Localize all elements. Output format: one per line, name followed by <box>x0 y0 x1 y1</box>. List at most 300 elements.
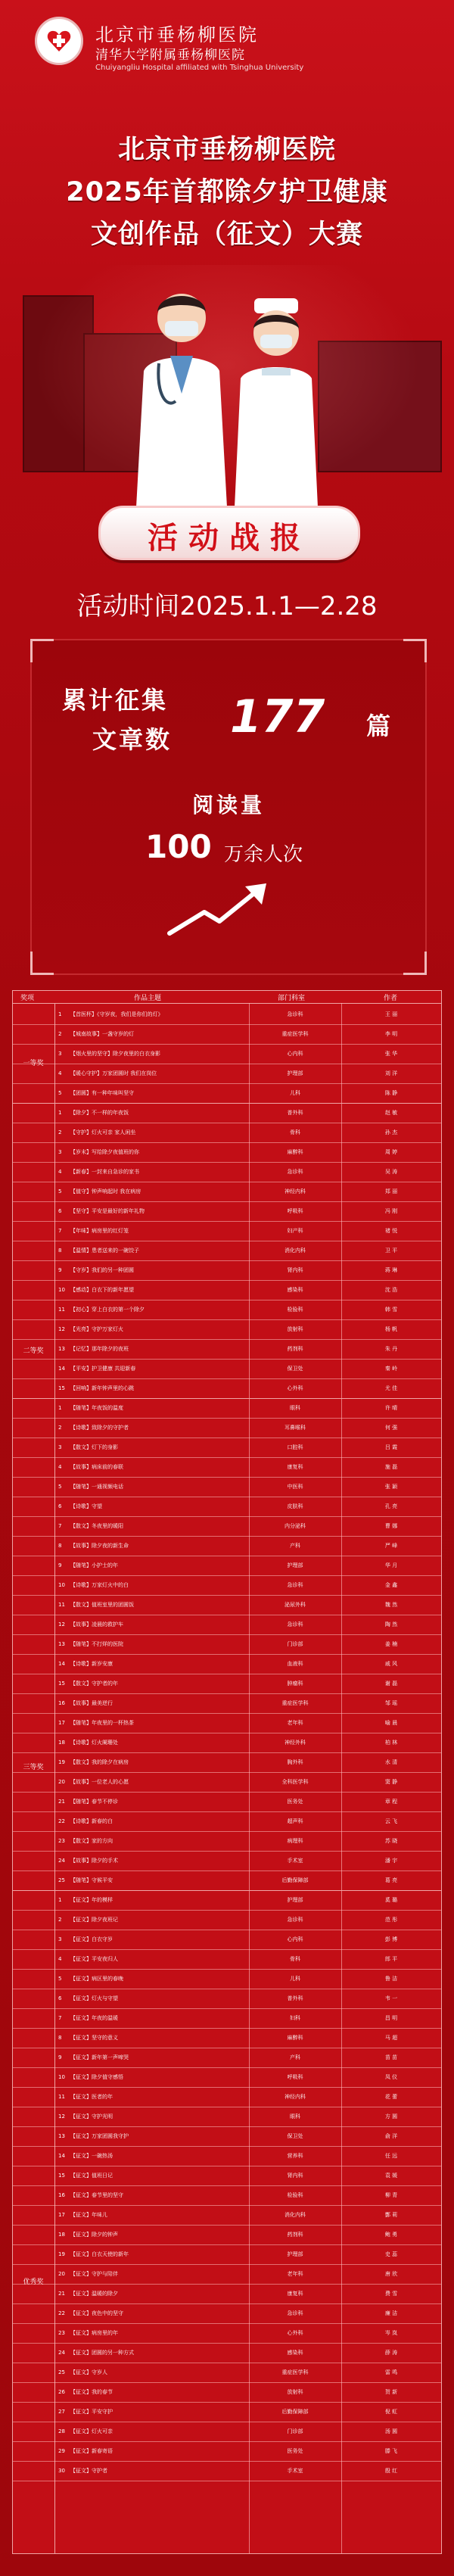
row-author: 水 清 <box>384 1759 398 1765</box>
table-row <box>13 1378 441 1399</box>
row-number: 21 <box>58 2291 65 2297</box>
row-dept: 产科 <box>290 1543 300 1549</box>
row-title: 【坚守】平安是最好的新年礼物 <box>70 1208 145 1214</box>
row-number: 24 <box>58 2350 65 2356</box>
table-row <box>13 1300 441 1320</box>
row-number: 3 <box>58 1149 62 1155</box>
row-number: 19 <box>58 1759 65 1765</box>
row-author: 喻 晨 <box>384 1720 398 1726</box>
table-row <box>13 1280 441 1300</box>
collected-unit: 篇 <box>366 712 391 740</box>
row-title: 【征文】白衣天使的新年 <box>70 2251 129 2257</box>
row-number: 7 <box>58 1228 62 1234</box>
row-title: 【征文】白衣守岁 <box>70 1936 113 1942</box>
table-row <box>13 2146 441 2166</box>
row-author: 柳 青 <box>384 2192 398 2198</box>
row-title: 【随笔】不打烊的医院 <box>70 1641 123 1647</box>
row-number: 5 <box>58 1484 62 1490</box>
table-row <box>13 2028 441 2048</box>
row-author: 章 程 <box>384 1799 398 1805</box>
row-author: 酆 莉 <box>384 2212 398 2218</box>
row-title: 【征文】医者的年 <box>70 2094 113 2100</box>
table-row <box>13 1811 441 1832</box>
table-row <box>13 1752 441 1773</box>
row-number: 12 <box>58 1621 65 1628</box>
table-row <box>13 1182 441 1202</box>
report-badge-text: 活动战报 <box>148 521 311 556</box>
row-number: 18 <box>58 1740 65 1746</box>
row-dept: 放射科 <box>287 2389 303 2395</box>
table-row <box>13 2382 441 2403</box>
row-title: 【平安】护卫健康 共迎新春 <box>70 1366 136 1372</box>
row-number: 24 <box>58 1858 65 1864</box>
row-number: 1 <box>58 1405 62 1411</box>
row-dept: 胸外科 <box>287 1759 303 1765</box>
table-row <box>13 2303 441 2324</box>
table-row <box>13 1398 441 1419</box>
row-title: 【征文】除夕的钟声 <box>70 2232 118 2238</box>
row-title: 【散文】守护者的年 <box>70 1680 118 1687</box>
row-author: 鲁 洁 <box>384 1976 398 1982</box>
table-row <box>13 2422 441 2442</box>
table-row <box>13 1044 441 1064</box>
row-title: 【征文】新年第一声啼哭 <box>70 2054 129 2060</box>
row-author: 史 蕊 <box>384 2251 398 2257</box>
row-number: 4 <box>58 1070 62 1076</box>
row-number: 8 <box>58 1543 62 1549</box>
row-dept: 超声科 <box>287 1818 303 1824</box>
row-number: 3 <box>58 1444 62 1450</box>
row-title: 【初心】穿上白衣的第一个除夕 <box>70 1307 145 1313</box>
row-dept: 医务处 <box>287 2448 303 2454</box>
row-title: 【征文】守岁人 <box>70 2369 107 2375</box>
row-dept: 急诊科 <box>287 1917 303 1923</box>
row-dept: 门诊部 <box>287 2428 303 2434</box>
row-author: 王 丽 <box>384 1011 398 1017</box>
row-dept: 中医科 <box>287 1484 303 1490</box>
row-author: 朱 丹 <box>384 1346 398 1352</box>
row-author: 任 远 <box>384 2153 398 2159</box>
row-dept: 心外科 <box>287 1385 303 1391</box>
row-author: 戚 风 <box>384 1661 398 1667</box>
row-title: 【散文】冬夜里的暖阳 <box>70 1523 123 1529</box>
table-row <box>13 2244 441 2265</box>
table-row <box>13 1890 441 1911</box>
row-author: 陶 然 <box>384 1621 398 1628</box>
row-author: 岑 岚 <box>384 2330 398 2336</box>
table-row <box>13 2284 441 2304</box>
row-dept: 康复科 <box>287 1464 303 1470</box>
row-number: 9 <box>58 1562 62 1568</box>
table-header <box>13 991 441 1004</box>
row-title: 【感动】白衣下的新年愿望 <box>70 1287 134 1293</box>
table-row <box>13 2126 441 2147</box>
table-row <box>13 2185 441 2206</box>
hospital-english-name: Chuiyangliu Hospital affiliated with Tsinghua University <box>95 64 304 72</box>
row-author: 鲍 勇 <box>384 2232 398 2238</box>
row-author: 云 飞 <box>384 1818 398 1824</box>
row-number: 2 <box>58 1031 62 1037</box>
row-dept: 老年科 <box>287 1720 303 1726</box>
row-title: 【诗歌】万家灯火中的白 <box>70 1582 129 1588</box>
table-row <box>13 1674 441 1694</box>
row-number: 16 <box>58 2192 65 2198</box>
row-title: 【守岁】我们的另一种团圆 <box>70 1267 134 1273</box>
table-row <box>13 2402 441 2422</box>
row-dept: 肿瘤科 <box>287 1680 303 1687</box>
table-row <box>13 1260 441 1281</box>
row-title: 【故事】一位老人的心愿 <box>70 1779 129 1785</box>
row-dept: 骨科 <box>290 1956 300 1962</box>
row-dept: 普外科 <box>287 1110 303 1116</box>
row-number: 23 <box>58 1838 65 1844</box>
row-author: 张 华 <box>384 1051 398 1057</box>
table-row <box>13 2048 441 2068</box>
row-dept: 神经内科 <box>285 2094 306 2100</box>
row-author: 华 月 <box>384 1562 398 1568</box>
table-row <box>13 2264 441 2285</box>
table-row <box>13 1123 441 1143</box>
row-author: 彭 博 <box>384 1936 398 1942</box>
collected-label-1: 累计征集 <box>62 686 169 715</box>
row-author: 方 圆 <box>384 2113 398 2120</box>
table-row <box>13 1103 441 1123</box>
row-author: 窦 静 <box>384 1779 398 1785</box>
row-author: 施 磊 <box>384 1464 398 1470</box>
row-title: 【烟火里的坚守】除夕夜里的白衣身影 <box>70 1051 160 1057</box>
heart-cross-icon <box>46 28 72 54</box>
row-dept: 心内科 <box>287 1051 303 1057</box>
row-author: 许 晴 <box>384 1405 398 1411</box>
row-number: 3 <box>58 1936 62 1942</box>
row-dept: 产科 <box>290 2054 300 2060</box>
row-title: 【征文】平安守护 <box>70 2409 113 2415</box>
row-title: 【守护】灯火可亲 家人闲坐 <box>70 1129 136 1135</box>
row-title: 【征文】年的模样 <box>70 1897 113 1903</box>
row-number: 11 <box>58 1307 65 1313</box>
row-dept: 心内科 <box>287 1936 303 1942</box>
doctor-figure <box>129 280 235 507</box>
table-row <box>13 1477 441 1497</box>
row-title: 【记忆】那年除夕的夜班 <box>70 1346 129 1352</box>
row-title: 【征文】温暖的除夕 <box>70 2291 118 2297</box>
row-title: 【征文】灯火与守望 <box>70 1995 118 2001</box>
row-author: 张 颖 <box>384 1484 398 1490</box>
row-author: 苗 苗 <box>384 2054 398 2060</box>
row-dept: 医务处 <box>287 1799 303 1805</box>
row-number: 16 <box>58 1700 65 1706</box>
row-author: 俞 洋 <box>384 2133 398 2139</box>
row-number: 4 <box>58 1956 62 1962</box>
row-title: 【征文】新春寄语 <box>70 2448 113 2454</box>
row-title: 【城南故事】一盏守岁的灯 <box>70 1031 134 1037</box>
row-dept: 急诊科 <box>287 1621 303 1628</box>
table-row <box>13 1831 441 1852</box>
row-number: 21 <box>58 1799 65 1805</box>
row-dept: 病理科 <box>287 1838 303 1844</box>
row-title: 【故事】凌晨的救护车 <box>70 1621 123 1628</box>
row-number: 27 <box>58 2409 65 2415</box>
table-row <box>13 1457 441 1478</box>
row-number: 5 <box>58 1188 62 1195</box>
row-author: 花 蕾 <box>384 2094 398 2100</box>
row-number: 5 <box>58 1976 62 1982</box>
table-row <box>13 1654 441 1674</box>
row-author: 柏 林 <box>384 1740 398 1746</box>
row-author: 褚 悦 <box>384 1228 398 1234</box>
row-number: 23 <box>58 2330 65 2336</box>
row-dept: 妇科 <box>290 2015 300 2021</box>
table-row <box>13 1595 441 1615</box>
row-author: 唐 欣 <box>384 2271 398 2277</box>
row-author: 冯 刚 <box>384 1208 398 1214</box>
row-title: 【诗歌】守望 <box>70 1503 102 1509</box>
table-row <box>13 2067 441 2088</box>
row-dept: 神经内科 <box>285 1188 306 1195</box>
table-row <box>13 1930 441 1950</box>
row-title: 【诗歌】致除夕的守护者 <box>70 1425 129 1431</box>
row-author: 雷 鸣 <box>384 2369 398 2375</box>
row-author: 韩 雪 <box>384 1307 398 1313</box>
row-author: 陈 静 <box>384 1090 398 1096</box>
table-row <box>13 2205 441 2226</box>
hospital-logo <box>35 17 83 65</box>
table-row <box>13 1241 441 1261</box>
stats-panel <box>30 639 427 975</box>
table-row <box>13 2363 441 2383</box>
row-dept: 肾内科 <box>287 1267 303 1273</box>
section-second-prize: 二等奖 <box>23 1347 44 1355</box>
row-title: 【征文】守护光明 <box>70 2113 113 2120</box>
row-author: 金 鑫 <box>384 1582 398 1588</box>
table-row <box>13 1005 441 1025</box>
row-dept: 后勤保障部 <box>281 2409 309 2415</box>
row-author: 倪 虹 <box>384 2409 398 2415</box>
row-number: 3 <box>58 1051 62 1057</box>
row-number: 10 <box>58 2074 65 2080</box>
row-title: 【散文】灯下的身影 <box>70 1444 118 1450</box>
header-author: 作者 <box>384 995 398 1002</box>
row-title: 【诗歌】灯火阑珊处 <box>70 1740 118 1746</box>
row-dept: 皮肤科 <box>287 1503 303 1509</box>
header-dept: 部门科室 <box>278 995 306 1002</box>
row-dept: 神经外科 <box>285 1740 306 1746</box>
row-author: 刘 洋 <box>384 1070 398 1076</box>
row-number: 1 <box>58 1897 62 1903</box>
row-number: 17 <box>58 1720 65 1726</box>
row-title: 【征文】平安夜归人 <box>70 1956 118 1962</box>
row-dept: 眼科 <box>290 1405 300 1411</box>
row-title: 【故事】除夕的手术 <box>70 1858 118 1864</box>
row-title: 【征文】守护与陪伴 <box>70 2271 118 2277</box>
collected-label-2: 文章数 <box>92 725 173 754</box>
table-row <box>13 1851 441 1871</box>
growth-arrow-icon <box>166 879 272 939</box>
row-author: 孔 亮 <box>384 1503 398 1509</box>
row-dept: 重症医学科 <box>281 1031 309 1037</box>
row-number: 22 <box>58 1818 65 1824</box>
row-author: 殷 红 <box>384 2468 398 2474</box>
table-row <box>13 1575 441 1596</box>
row-number: 6 <box>58 1503 62 1509</box>
table-row <box>13 1497 441 1517</box>
row-author: 薛 涛 <box>384 2350 398 2356</box>
row-title: 【首医杯】《守岁夜，我们是你们的灯》 <box>70 1011 163 1017</box>
row-dept: 老年科 <box>287 2271 303 2277</box>
row-dept: 急诊科 <box>287 2310 303 2316</box>
row-number: 12 <box>58 2113 65 2120</box>
row-number: 29 <box>58 2448 65 2454</box>
row-number: 2 <box>58 1917 62 1923</box>
row-number: 10 <box>58 1582 65 1588</box>
row-number: 9 <box>58 1267 62 1273</box>
table-row <box>13 1870 441 1891</box>
row-number: 6 <box>58 1208 62 1214</box>
awards-table <box>12 990 442 2554</box>
event-title-line-2: 2025年首都除夕护卫健康 <box>66 177 388 207</box>
row-author: 贺 新 <box>384 2389 398 2395</box>
table-row <box>13 1083 441 1104</box>
row-dept: 妇产科 <box>287 1228 303 1234</box>
table-row <box>13 1024 441 1045</box>
activity-time: 活动时间2025.1.1—2.28 <box>76 591 378 621</box>
row-number: 14 <box>58 1661 65 1667</box>
table-row <box>13 1418 441 1438</box>
reads-number: 100 <box>145 828 212 865</box>
row-author: 范 彤 <box>384 1917 398 1923</box>
row-title: 【诗歌】新春的白 <box>70 1818 113 1824</box>
row-dept: 护理部 <box>287 2251 303 2257</box>
event-title-line-3: 文创作品（征文）大赛 <box>90 220 363 250</box>
row-number: 25 <box>58 1877 65 1883</box>
table-row <box>13 1438 441 1458</box>
row-title: 【新春】一封来自急诊的家书 <box>70 1169 139 1175</box>
table-row <box>13 1142 441 1163</box>
row-number: 1 <box>58 1110 62 1116</box>
row-number: 11 <box>58 2094 65 2100</box>
row-author: 郑 丽 <box>384 1188 398 1195</box>
collected-number: 177 <box>230 690 325 743</box>
table-row <box>13 1969 441 1989</box>
table-row <box>13 2441 441 2462</box>
row-author: 曹 娜 <box>384 1523 398 1529</box>
section-third-prize: 三等奖 <box>23 1764 44 1771</box>
row-author: 苏 晓 <box>384 1838 398 1844</box>
row-number: 15 <box>58 1680 65 1687</box>
row-author: 葛 亮 <box>384 1877 398 1883</box>
row-dept: 护理部 <box>287 1897 303 1903</box>
row-dept: 门诊部 <box>287 1641 303 1647</box>
row-dept: 骨科 <box>290 1129 300 1135</box>
hospital-name: 北京市垂杨柳医院 <box>95 24 259 45</box>
row-title: 【随笔】一通视频电话 <box>70 1484 123 1490</box>
row-number: 15 <box>58 2173 65 2179</box>
row-title: 【团圆】有一种年味叫坚守 <box>70 1090 134 1096</box>
row-dept: 呼吸科 <box>287 2074 303 2080</box>
table-row <box>13 2107 441 2127</box>
row-dept: 重症医学科 <box>281 2369 309 2375</box>
row-author: 李 明 <box>384 1031 398 1037</box>
row-author: 卫 平 <box>384 1248 398 1254</box>
row-number: 14 <box>58 2153 65 2159</box>
row-number: 11 <box>58 1602 65 1608</box>
reads-unit: 万余人次 <box>224 843 303 866</box>
row-title: 【征文】夜色中的坚守 <box>70 2310 123 2316</box>
row-number: 18 <box>58 2232 65 2238</box>
row-dept: 麻醉科 <box>287 1149 303 1155</box>
row-title: 【征文】灯火可亲 <box>70 2428 113 2434</box>
row-title: 【征文】团圆的另一种方式 <box>70 2350 134 2356</box>
row-number: 13 <box>58 1641 65 1647</box>
row-number: 8 <box>58 2035 62 2041</box>
section-honorable: 优秀奖 <box>23 2279 44 2286</box>
header-award: 奖项 <box>20 995 35 1002</box>
row-number: 20 <box>58 2271 65 2277</box>
row-dept: 全科医学科 <box>281 1779 309 1785</box>
row-dept: 检验科 <box>287 2192 303 2198</box>
row-number: 1 <box>58 1011 62 1017</box>
hero-illustration <box>0 265 454 515</box>
row-author: 昌 明 <box>384 2015 398 2021</box>
row-dept: 麻醉科 <box>287 2035 303 2041</box>
row-title: 【征文】病区里的春晚 <box>70 1976 123 1982</box>
row-author: 杨 帆 <box>384 1326 398 1332</box>
row-author: 潘 宇 <box>384 1858 398 1864</box>
table-row <box>13 1221 441 1241</box>
row-dept: 普外科 <box>287 1995 303 2001</box>
row-author: 袁 媛 <box>384 2173 398 2179</box>
table-row <box>13 2323 441 2344</box>
row-author: 尤 佳 <box>384 1385 398 1391</box>
row-title: 【值守】钟声响起时 我在病房 <box>70 1188 141 1195</box>
row-dept: 手术室 <box>287 2468 303 2474</box>
row-dept: 急诊科 <box>287 1011 303 1017</box>
row-dept: 儿科 <box>290 1976 300 1982</box>
row-title: 【征文】我的春节 <box>70 2389 113 2395</box>
row-title: 【散文】值班室里的团圆饭 <box>70 1602 134 1608</box>
row-title: 【征文】病房里的年 <box>70 2330 118 2336</box>
table-row <box>13 1713 441 1733</box>
table-row <box>13 1201 441 1222</box>
row-dept: 康复科 <box>287 2291 303 2297</box>
row-title: 【光亮】守护万家灯火 <box>70 1326 123 1332</box>
header <box>0 0 454 98</box>
row-author: 孙 杰 <box>384 1129 398 1135</box>
table-row <box>13 1615 441 1635</box>
table-row <box>13 2087 441 2107</box>
row-number: 25 <box>58 2369 65 2375</box>
row-dept: 口腔科 <box>287 1444 303 1450</box>
row-dept: 护理部 <box>287 1562 303 1568</box>
row-dept: 消化内科 <box>285 2212 306 2218</box>
row-title: 【除夕】不一样的年夜饭 <box>70 1110 129 1116</box>
row-dept: 感染科 <box>287 1287 303 1293</box>
row-number: 5 <box>58 1090 62 1096</box>
row-dept: 护理部 <box>287 1070 303 1076</box>
row-title: 【随笔】小护士的年 <box>70 1562 118 1568</box>
row-title: 【诗歌】新岁安康 <box>70 1661 113 1667</box>
row-dept: 内分泌科 <box>285 1523 306 1529</box>
row-author: 何 强 <box>384 1425 398 1431</box>
row-number: 4 <box>58 1464 62 1470</box>
table-row <box>13 1162 441 1182</box>
section-first-prize: 一等奖 <box>23 1060 44 1067</box>
table-row <box>13 1772 441 1793</box>
row-author: 魏 然 <box>384 1602 398 1608</box>
table-row <box>13 1359 441 1379</box>
row-title: 【征文】除夕值守感悟 <box>70 2074 123 2080</box>
row-title: 【故事】最美逆行 <box>70 1700 113 1706</box>
